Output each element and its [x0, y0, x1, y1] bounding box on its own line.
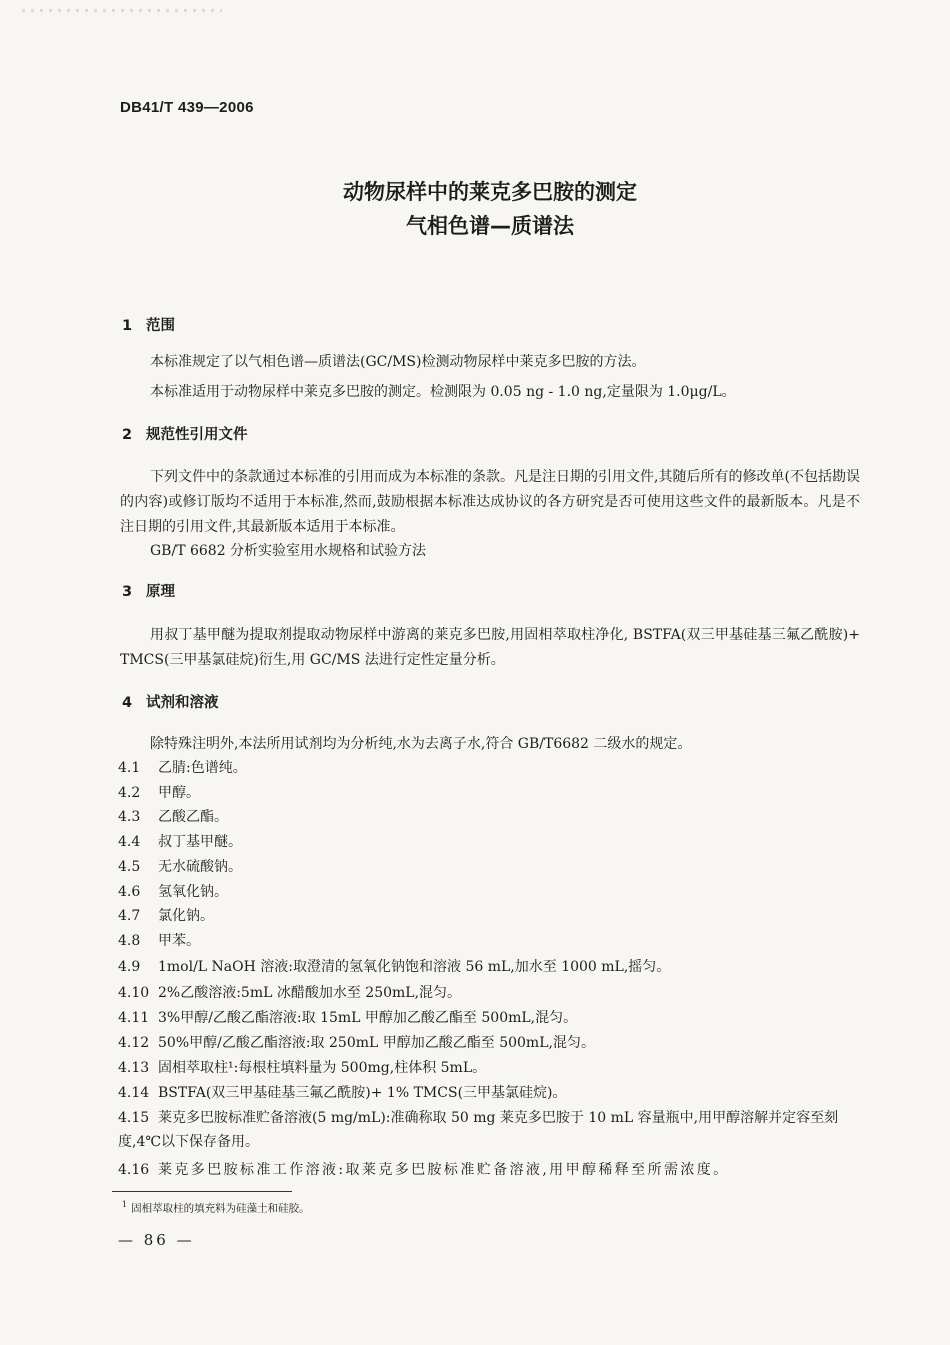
list-item: 4.3 乙酸乙酯。 — [118, 809, 228, 825]
footnote: $^1$ 固相萃取柱的填充料为硅藻土和硅胶。 — [122, 1200, 310, 1215]
scan-artifact — [22, 9, 222, 12]
section-4-intro: 除特殊注明外,本法所用试剂均为分析纯,水为去离子水,符合 GB/T6682 二级水的规定。 — [150, 736, 692, 752]
list-item: 4.8 甲苯。 — [118, 933, 200, 949]
list-item: 4.12 50%甲醇/乙酸乙酯溶液:取 250mL 甲醇加乙酸乙酯至 500mL,混匀。 — [118, 1035, 595, 1051]
section-1-heading: 1 范围 — [122, 318, 175, 334]
page-number: — 86 — — [118, 1231, 195, 1249]
list-item: 4.7 氯化钠。 — [118, 908, 214, 924]
footnote-divider — [112, 1191, 292, 1192]
section-1-paragraph-2: 本标准适用于动物尿样中莱克多巴胺的测定。检测限为 0.05 ng - 1.0 ng,定量限为 1.0μg/L。 — [150, 384, 736, 400]
list-item: 4.5 无水硫酸钠。 — [118, 859, 242, 875]
list-item: 4.13 固相萃取柱¹:每根柱填料量为 500mg,柱体积 5mL。 — [118, 1060, 487, 1076]
section-1-paragraph-1: 本标准规定了以气相色谱—质谱法(GC/MS)检测动物尿样中莱克多巴胺的方法。 — [150, 354, 646, 370]
list-item: 4.11 3%甲醇/乙酸乙酯溶液:取 15mL 甲醇加乙酸乙酯至 500mL,混匀。 — [118, 1010, 578, 1026]
section-2-heading: 2 规范性引用文件 — [122, 427, 248, 443]
section-3-heading: 3 原理 — [122, 584, 175, 600]
list-item: 4.16 莱克多巴胺标准工作溶液:取莱克多巴胺标准贮备溶液,用甲醇稀释至所需浓度。 — [118, 1162, 730, 1178]
list-item: 4.6 氢氧化钠。 — [118, 884, 228, 900]
document-title-line2: 气相色谱—质谱法 — [406, 214, 574, 238]
list-item: 4.10 2%乙酸溶液:5mL 冰醋酸加水至 250mL,混匀。 — [118, 985, 462, 1001]
list-item: 4.15 莱克多巴胺标准贮备溶液(5 mg/mL):准确称取 50 mg 莱克多巴胺于 10 mL 容量瓶中,用甲醇溶解并定容至刻度,4℃以下保存备用。 — [118, 1110, 839, 1150]
section-2-reference: GB/T 6682 分析实验室用水规格和试验方法 — [150, 543, 427, 559]
section-4-heading: 4 试剂和溶液 — [122, 695, 219, 711]
list-item: 4.1 乙腈:色谱纯。 — [118, 760, 247, 776]
list-item: 4.9 1mol/L NaOH 溶液:取澄清的氢氧化钠饱和溶液 56 mL,加水至 1000 mL,摇匀。 — [118, 959, 671, 975]
list-item: 4.2 甲醇。 — [118, 785, 200, 801]
document-title-line1: 动物尿样中的莱克多巴胺的测定 — [343, 180, 637, 204]
section-2-paragraph-1: 下列文件中的条款通过本标准的引用而成为本标准的条款。凡是注日期的引用文件,其随后所有的修改单(不包括勘误的内容)或修订版均不适用于本标准,然而,鼓励根据本标准达成协议的各方研究是否可使用这些文件的最新版本。凡是不注日期的引用文件,其最新版本适用于本标准。 — [120, 469, 860, 535]
section-3-paragraph-1: 用叔丁基甲醚为提取剂提取动物尿样中游离的莱克多巴胺,用固相萃取柱净化, BSTFA(双三甲基硅基三氟乙酰胺)+ TMCS(三甲基氯硅烷)衍生,用 GC/MS 法进行定性定量分析。 — [120, 627, 860, 668]
list-item: 4.14 BSTFA(双三甲基硅基三氟乙酰胺)+ 1% TMCS(三甲基氯硅烷)。 — [118, 1085, 567, 1101]
list-item: 4.4 叔丁基甲醚。 — [118, 834, 242, 850]
standard-code: DB41/T 439—2006 — [120, 99, 254, 116]
